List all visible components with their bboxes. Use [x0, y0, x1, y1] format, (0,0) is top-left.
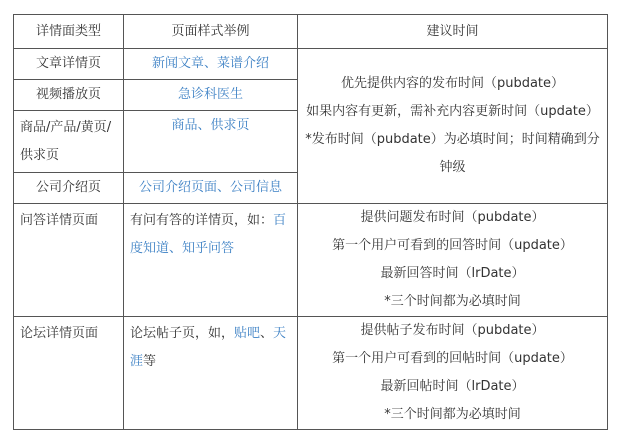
- link-zhihu[interactable]: 知乎问答: [182, 241, 235, 256]
- separator: 、: [260, 326, 274, 341]
- time-forum: [298, 317, 608, 430]
- separator: 、: [197, 118, 211, 133]
- time-line: 最新回帖时间（lrDate）: [380, 379, 525, 394]
- link-recipe[interactable]: 菜谱介绍: [217, 56, 270, 71]
- examples-article: [124, 49, 298, 80]
- time-line: 提供帖子发布时间（pubdate）: [360, 323, 545, 338]
- time-line: 提供问题发布时间（pubdate）: [360, 210, 545, 225]
- row-article: [14, 49, 608, 80]
- time-line: 第一个用户可看到的回答时间（update）: [332, 238, 573, 253]
- link-company-intro[interactable]: 公司介绍页面: [138, 180, 217, 195]
- time-line: *三个时间都为必填时间: [384, 294, 521, 309]
- type-video: 视频播放页: [14, 80, 124, 111]
- link-tieba[interactable]: 贴吧: [234, 326, 261, 341]
- header-row: [14, 15, 608, 49]
- examples-product: [124, 111, 298, 173]
- link-news-article[interactable]: 新闻文章: [151, 56, 204, 71]
- examples-forum: [124, 317, 298, 430]
- time-line: *发布时间（pubdate）为必填时间；时间精确到分钟级: [305, 132, 600, 175]
- type-forum: 论坛详情页面: [14, 317, 124, 430]
- example-prefix: 论坛帖子页，如，: [130, 326, 235, 341]
- link-tianya[interactable]: 天涯: [130, 326, 287, 369]
- link-supply-demand[interactable]: 供求页: [210, 118, 250, 133]
- link-company-info[interactable]: 公司信息: [230, 180, 283, 195]
- examples-qa: [124, 204, 298, 317]
- separator: 、: [169, 241, 183, 256]
- time-line: 如果内容有更新，需补充内容更新时间（update）: [306, 104, 599, 119]
- time-line: *三个时间都为必填时间: [384, 407, 521, 422]
- header-suggested-time: 建议时间: [298, 15, 608, 49]
- example-prefix: 有问有答的详情页，如：: [130, 213, 274, 228]
- header-examples: 页面样式举例: [124, 15, 298, 49]
- time-general: [298, 49, 608, 204]
- type-product: 商品/产品/黄页/供求页: [14, 111, 124, 173]
- time-qa: [298, 204, 608, 317]
- type-company: 公司介绍页: [14, 173, 124, 204]
- examples-video: [124, 80, 298, 111]
- link-er-doctor[interactable]: 急诊科医生: [177, 87, 243, 102]
- link-baidu-zhidao[interactable]: 百度知道: [130, 213, 287, 256]
- row-forum: [14, 317, 608, 430]
- page-type-time-table: [13, 14, 608, 430]
- time-line: 第一个用户可看到的回帖时间（update）: [332, 351, 573, 366]
- separator: 、: [203, 56, 217, 71]
- example-suffix: 等: [143, 354, 157, 369]
- time-line: 优先提供内容的发布时间（pubdate）: [340, 76, 565, 91]
- examples-company: [124, 173, 298, 204]
- time-line: 最新回答时间（lrDate）: [380, 266, 525, 281]
- type-qa: 问答详情页面: [14, 204, 124, 317]
- header-page-type: 详情面类型: [14, 15, 124, 49]
- type-article: 文章详情页: [14, 49, 124, 80]
- separator: 、: [216, 180, 230, 195]
- link-goods[interactable]: 商品: [171, 118, 198, 133]
- row-qa: [14, 204, 608, 317]
